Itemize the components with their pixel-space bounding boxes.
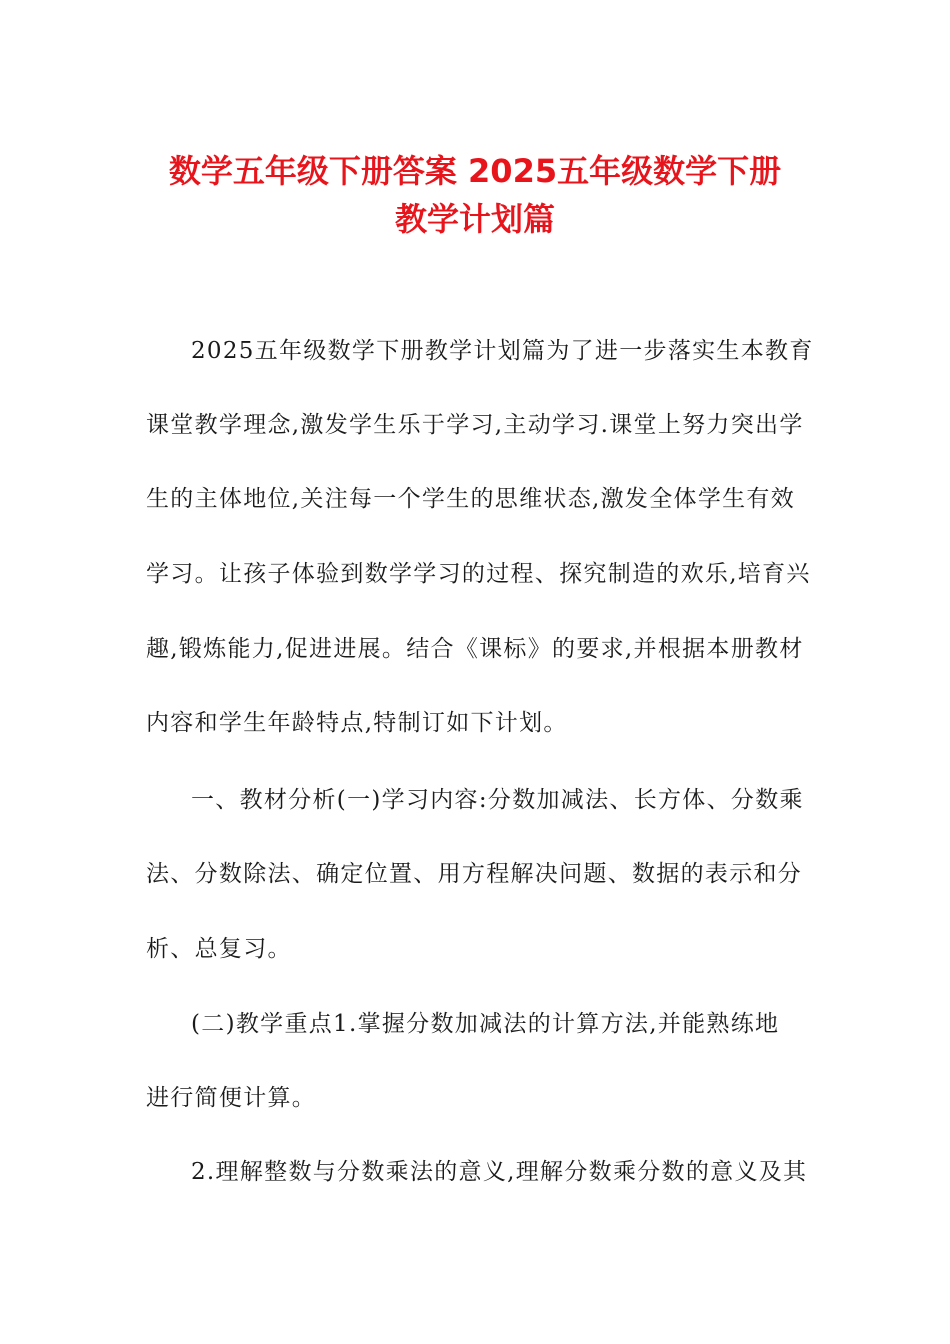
paragraph-line: 进行简便计算。 <box>146 1085 317 1111</box>
paragraph-line: 2025五年级数学下册教学计划篇为了进一步落实生本教育 <box>191 338 814 364</box>
paragraph-line: (二)教学重点1.掌握分数加减法的计算方法,并能熟练地 <box>191 1011 780 1037</box>
document-title-line-2: 教学计划篇 <box>394 200 555 238</box>
paragraph-line: 学习。让孩子体验到数学学习的过程、探究制造的欢乐,培育兴 <box>146 561 811 587</box>
document-title-line-1: 数学五年级下册答案 2025五年级数学下册 <box>168 152 782 190</box>
paragraph-line: 生的主体地位,关注每一个学生的思维状态,激发全体学生有效 <box>146 486 796 512</box>
paragraph-line: 析、总复习。 <box>146 936 292 962</box>
paragraph-line: 课堂教学理念,激发学生乐于学习,主动学习.课堂上努力突出学 <box>146 412 804 438</box>
paragraph-line: 2.理解整数与分数乘法的意义,理解分数乘分数的意义及其 <box>191 1159 808 1185</box>
paragraph-line: 一、教材分析(一)学习内容:分数加减法、长方体、分数乘 <box>191 787 804 813</box>
paragraph-line: 趣,锻炼能力,促进进展。结合《课标》的要求,并根据本册教材 <box>146 636 804 662</box>
paragraph-line: 内容和学生年龄特点,特制订如下计划。 <box>146 710 568 736</box>
paragraph-line: 法、分数除法、确定位置、用方程解决问题、数据的表示和分 <box>146 861 803 887</box>
